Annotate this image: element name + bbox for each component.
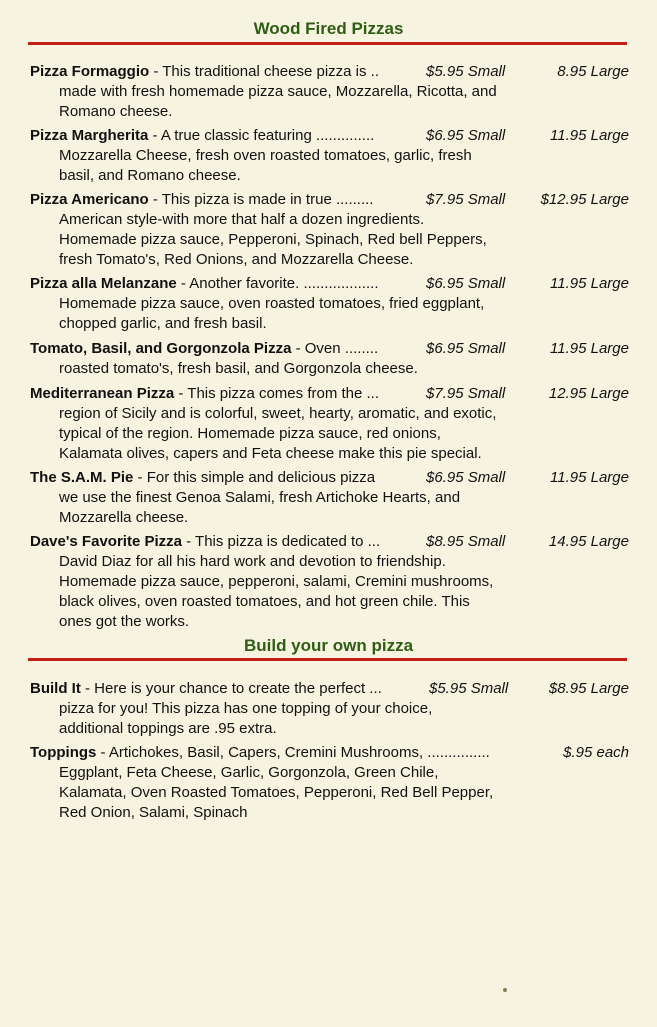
price-each: $.95 each (563, 744, 629, 761)
price-small: $5.95 Small (426, 63, 506, 80)
price-small: $7.95 Small (426, 385, 506, 402)
menu-item (30, 126, 629, 186)
menu-item (30, 339, 629, 379)
menu-item-description-line: typical of the region. Homemade pizza sauce, red onions, (59, 425, 441, 442)
menu-item-description-line: Homemade pizza sauce, pepperoni, salami, Cremini mushrooms, (59, 573, 494, 590)
menu-item (30, 743, 629, 823)
menu-item-description-line: Kalamata, Oven Roasted Tomatoes, Pepperoni, Red Bell Pepper, (59, 784, 494, 801)
menu-item-name: Pizza Americano (30, 191, 149, 208)
menu-item-description-line: Red Onion, Salami, Spinach (59, 804, 248, 821)
menu-item-description-line: Mozzarella Cheese, fresh oven roasted tomatoes, garlic, fresh (59, 147, 472, 164)
menu-item (30, 62, 629, 122)
menu-item-description-lead: - A true classic featuring .............. (148, 127, 375, 144)
menu-item (30, 274, 629, 334)
menu-item-description-line: American style-with more that half a dozen ingredients. (59, 211, 425, 228)
menu-item-description-lead: - Another favorite. .................. (176, 275, 379, 292)
menu-item-description-line: chopped garlic, and fresh basil. (59, 315, 267, 332)
menu-item-description-lead: - This traditional cheese pizza is .. (149, 63, 380, 80)
price-large: $8.95 Large (548, 680, 629, 697)
menu-item-description-line: David Diaz for all his hard work and devotion to friendship. (59, 553, 446, 570)
price-large: 8.95 Large (557, 63, 629, 80)
menu-item-description-line: ones got the works. (59, 613, 190, 630)
price-large: 11.95 Large (550, 340, 629, 357)
section-divider (28, 42, 627, 45)
menu-item-description-lead: - For this simple and delicious pizza (133, 469, 376, 486)
menu-item-description-lead: - Here is your chance to create the perfect ... (80, 680, 382, 697)
menu-item (30, 468, 629, 528)
menu-item-description-line: Romano cheese. (59, 103, 173, 120)
menu-item-description-line: Kalamata olives, capers and Feta cheese make this pie special. (59, 445, 482, 462)
section-title-wood-fired-pizzas: Wood Fired Pizzas (253, 19, 404, 38)
menu-item-name: Pizza alla Melanzane (30, 275, 177, 292)
price-small: $5.95 Small (429, 680, 509, 697)
menu-item-name: Mediterranean Pizza (30, 385, 175, 402)
menu-item-description-line: we use the finest Genoa Salami, fresh Artichoke Hearts, and (59, 489, 461, 506)
menu-item-description-line: Mozzarella cheese. (59, 509, 189, 526)
menu-item (30, 384, 629, 464)
price-large: $12.95 Large (540, 191, 629, 208)
price-large: 11.95 Large (550, 275, 629, 292)
menu-item-description-line: pizza for you! This pizza has one topping of your choice, (59, 700, 433, 717)
menu-item-name: Dave's Favorite Pizza (30, 533, 182, 550)
menu-item-description-line: roasted tomato's, fresh basil, and Gorgonzola cheese. (59, 360, 418, 377)
menu-item-name: Build It (30, 680, 81, 697)
paper-speck (503, 988, 507, 992)
menu-item-name: Toppings (30, 744, 97, 761)
section-title-build-your-own: Build your own pizza (243, 636, 414, 655)
menu-item-description-lead: - This pizza comes from the ... (174, 385, 380, 402)
menu-item-description-lead: - This pizza is dedicated to ... (181, 533, 381, 550)
menu-item-name: The S.A.M. Pie (30, 469, 134, 486)
price-small: $6.95 Small (426, 275, 506, 292)
menu-item-description-line: region of Sicily and is colorful, sweet, hearty, aromatic, and exotic, (59, 405, 497, 422)
menu-item-name: Pizza Margherita (30, 127, 149, 144)
menu-item-description-line: black olives, oven roasted tomatoes, and hot green chile. This (59, 593, 470, 610)
price-large: 14.95 Large (548, 533, 629, 550)
price-small: $6.95 Small (426, 340, 506, 357)
menu-item-description-line: basil, and Romano cheese. (59, 167, 241, 184)
menu-item-description-lead: - Oven ........ (291, 340, 379, 357)
menu-item (30, 532, 629, 632)
menu-item-description-line: made with fresh homemade pizza sauce, Mozzarella, Ricotta, and (59, 83, 497, 100)
menu-item-name: Pizza Formaggio (30, 63, 150, 80)
price-large: 11.95 Large (550, 127, 629, 144)
menu-item-description-lead: - Artichokes, Basil, Capers, Cremini Mushrooms, ............... (96, 744, 490, 761)
menu-item-description-line: fresh Tomato's, Red Onions, and Mozzarella Cheese. (59, 251, 414, 268)
menu-item-description-line: Homemade pizza sauce, oven roasted tomatoes, fried eggplant, (59, 295, 485, 312)
menu-item-description-line: additional toppings are .95 extra. (59, 720, 277, 737)
menu-item-name: Tomato, Basil, and Gorgonzola Pizza (30, 340, 292, 357)
price-small: $6.95 Small (426, 469, 506, 486)
price-small: $7.95 Small (426, 191, 506, 208)
menu-item-description-line: Eggplant, Feta Cheese, Garlic, Gorgonzola, Green Chile, (59, 764, 439, 781)
section-divider (28, 658, 627, 661)
menu-item-description-lead: - This pizza is made in true ......... (148, 191, 374, 208)
price-large: 12.95 Large (548, 385, 629, 402)
menu-item (30, 679, 629, 739)
menu-item-description-line: Homemade pizza sauce, Pepperoni, Spinach, Red bell Peppers, (59, 231, 487, 248)
price-large: 11.95 Large (550, 469, 629, 486)
menu-item (30, 190, 629, 270)
price-small: $6.95 Small (426, 127, 506, 144)
price-small: $8.95 Small (426, 533, 506, 550)
